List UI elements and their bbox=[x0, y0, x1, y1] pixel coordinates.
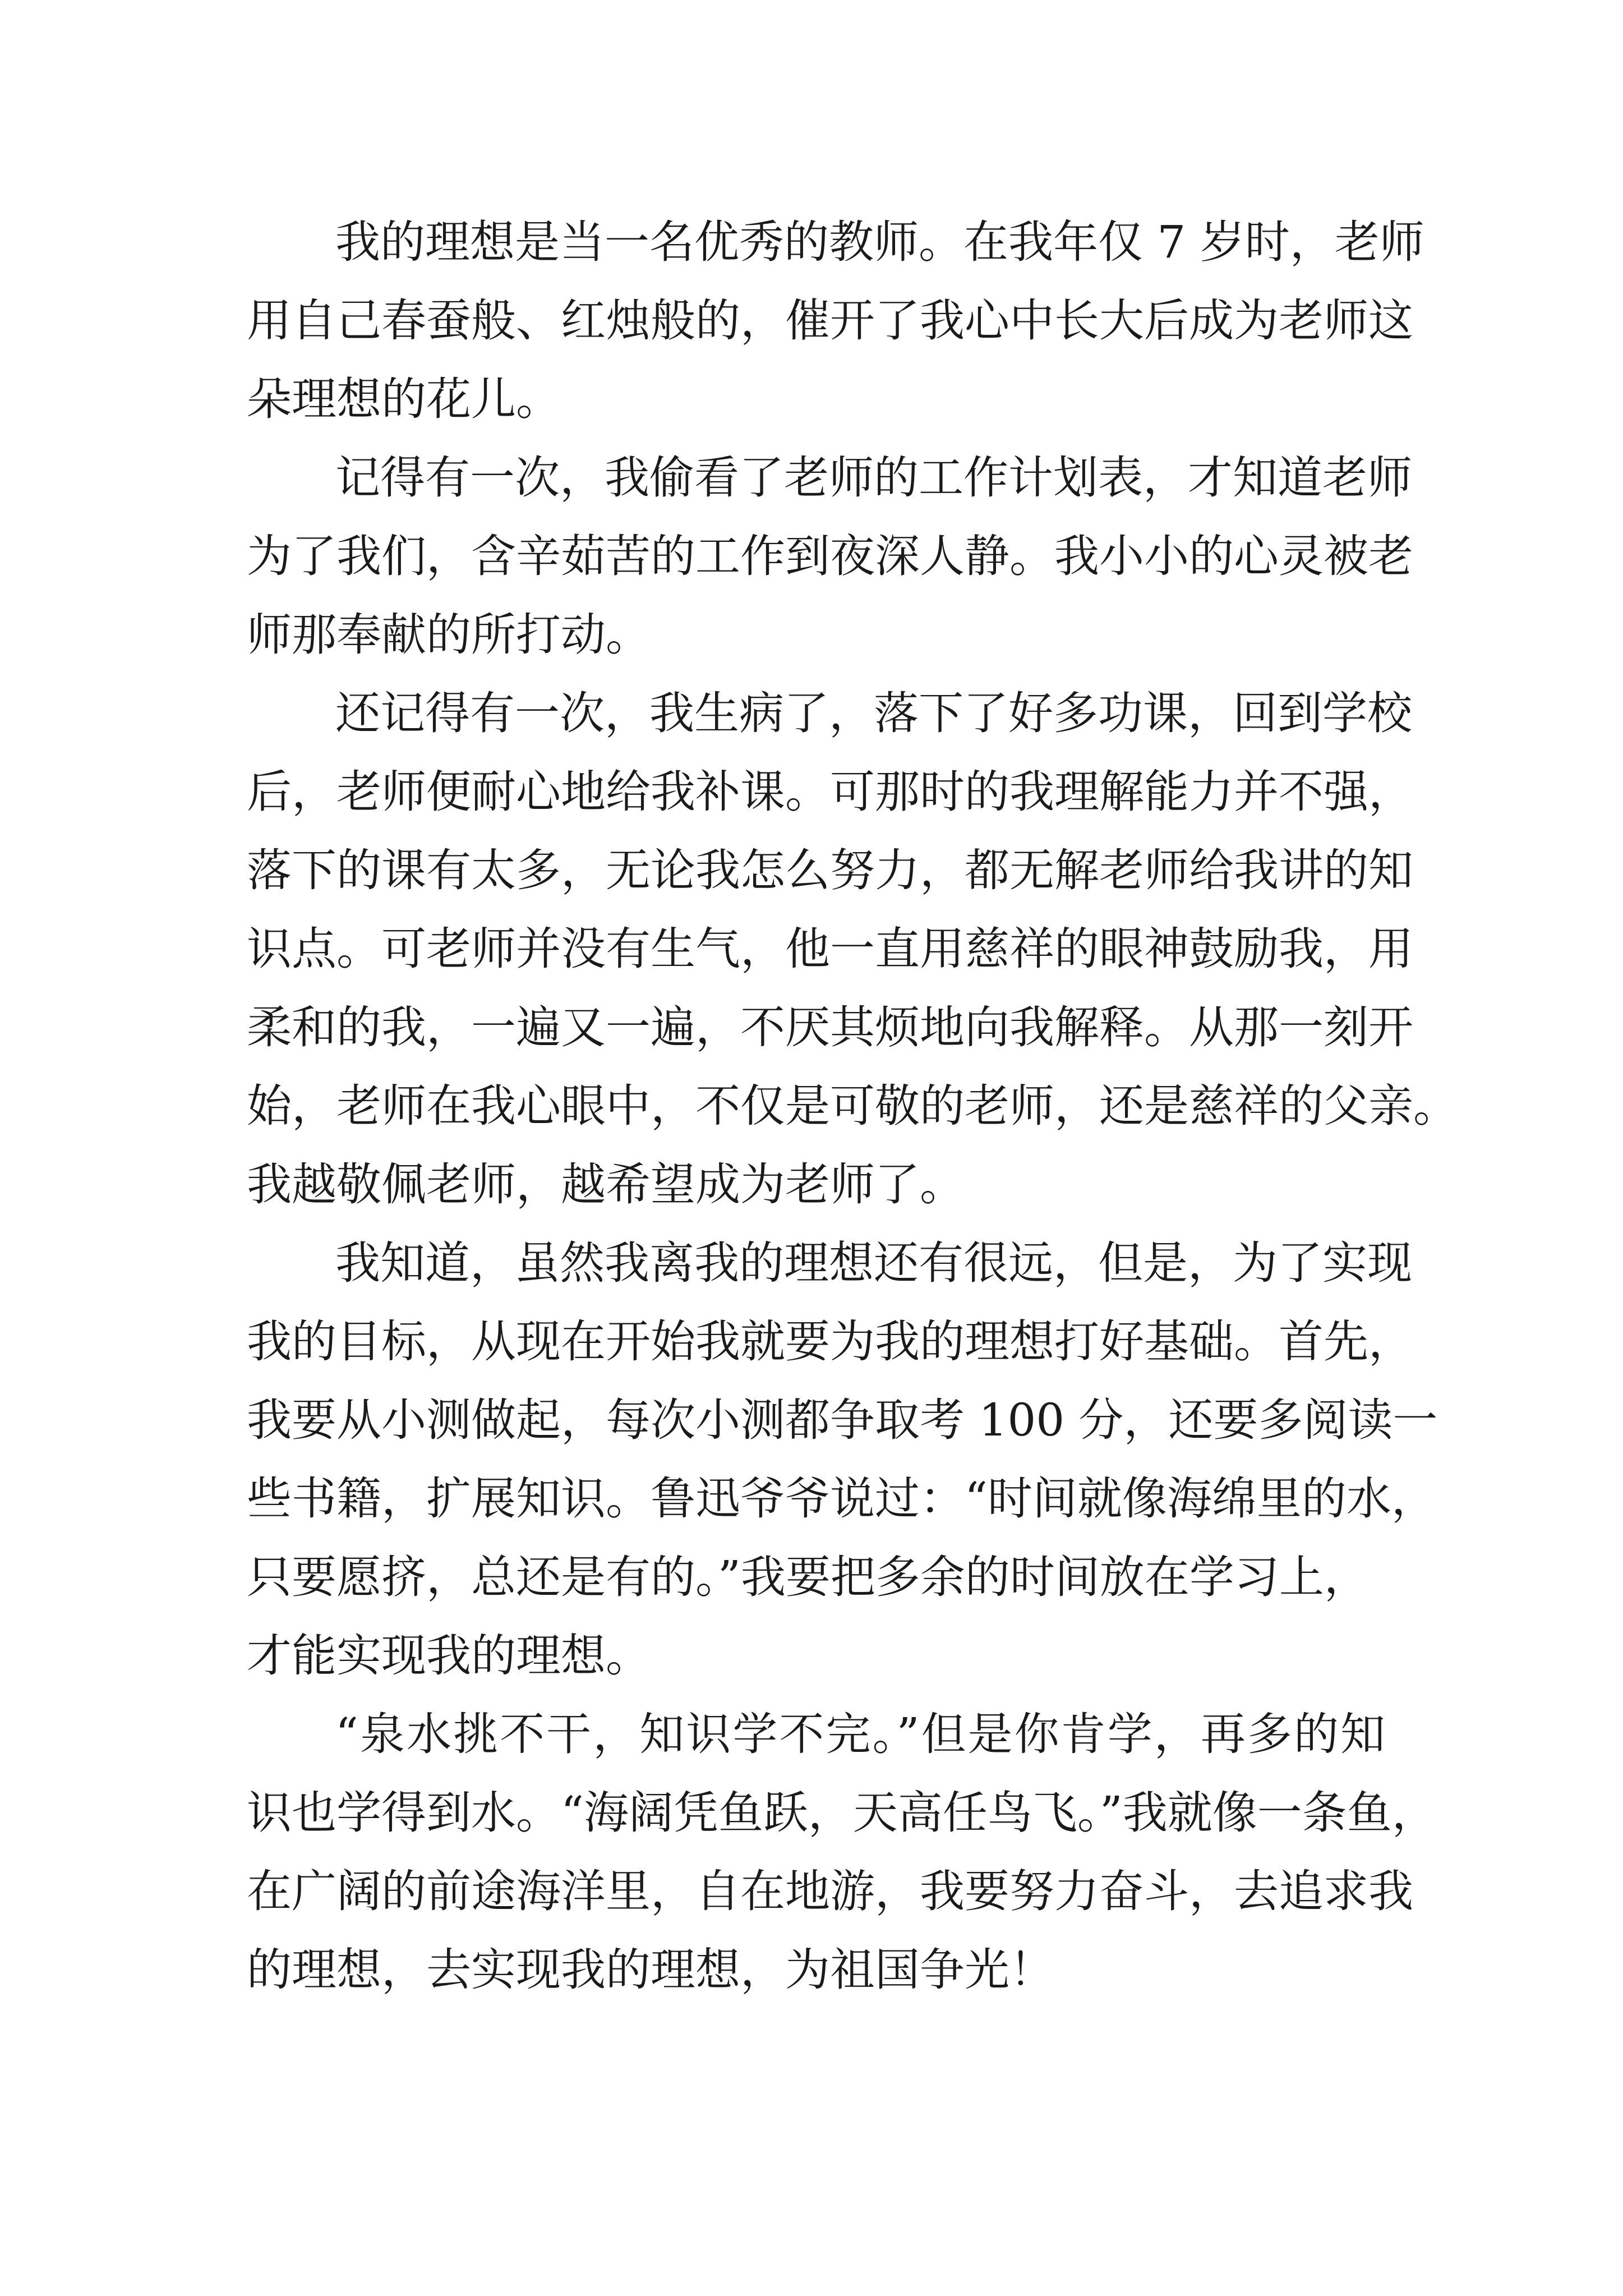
paragraph-2-line-3: 师那奉献的所打动。 bbox=[247, 609, 651, 661]
paragraph-4-line-2: 我的目标，从现在开始我就要为我的理想打好基础。首先， bbox=[247, 1315, 1413, 1368]
paragraph-1-line-3: 朵理想的花儿。 bbox=[247, 373, 561, 425]
paragraph-4-line-4: 些书籍，扩展知识。鲁迅爷爷说过：“时间就像海绵里的水， bbox=[247, 1473, 1436, 1525]
paragraph-3-line-2: 后，老师便耐心地给我补课。可那时的我理解能力并不强， bbox=[247, 766, 1413, 818]
paragraph-5-line-1: “泉水挑不干，知识学不完。”但是你肯学，再多的知 bbox=[335, 1708, 1385, 1760]
paragraph-2-line-2: 为了我们，含辛茹苦的工作到夜深人静。我小小的心灵被老 bbox=[247, 530, 1413, 582]
paragraph-4-line-6: 才能实现我的理想。 bbox=[247, 1630, 651, 1682]
paragraph-3-line-6: 始，老师在我心眼中，不仅是可敬的老师，还是慈祥的父亲。 bbox=[247, 1080, 1458, 1132]
paragraph-4-line-3: 我要从小测做起，每次小测都争取考 100 分，还要多阅读一 bbox=[247, 1394, 1438, 1446]
paragraph-4-line-5: 只要愿挤，总还是有的。”我要把多余的时间放在学习上， bbox=[247, 1551, 1369, 1603]
paragraph-3-line-4: 识点。可老师并没有生气，他一直用慈祥的眼神鼓励我，用 bbox=[247, 923, 1413, 975]
paragraph-5-line-4: 的理想，去实现我的理想，为祖国争光！ bbox=[247, 1944, 1054, 1996]
paragraph-3-line-3: 落下的课有太多，无论我怎么努力，都无解老师给我讲的知 bbox=[247, 844, 1413, 896]
paragraph-1-line-2: 用自己春蚕般、红烛般的，催开了我心中长大后成为老师这 bbox=[247, 295, 1413, 347]
paragraph-3-line-1: 还记得有一次，我生病了，落下了好多功课，回到学校 bbox=[335, 687, 1412, 739]
paragraph-1-line-1: 我的理想是当一名优秀的教师。在我年仅 7 岁时，老师 bbox=[335, 216, 1424, 268]
paragraph-4-line-1: 我知道，虽然我离我的理想还有很远，但是，为了实现 bbox=[335, 1237, 1412, 1289]
paragraph-5-line-3: 在广阔的前途海洋里，自在地游，我要努力奋斗，去追求我 bbox=[247, 1865, 1413, 1917]
paragraph-5-line-2: 识也学得到水。“海阔凭鱼跃，天高任鸟飞。”我就像一条鱼， bbox=[247, 1787, 1437, 1839]
paragraph-2-line-1: 记得有一次，我偷看了老师的工作计划表，才知道老师 bbox=[335, 452, 1412, 504]
paragraph-3-line-7: 我越敬佩老师，越希望成为老师了。 bbox=[247, 1158, 965, 1211]
paragraph-3-line-5: 柔和的我，一遍又一遍，不厌其烦地向我解释。从那一刻开 bbox=[247, 1001, 1413, 1053]
